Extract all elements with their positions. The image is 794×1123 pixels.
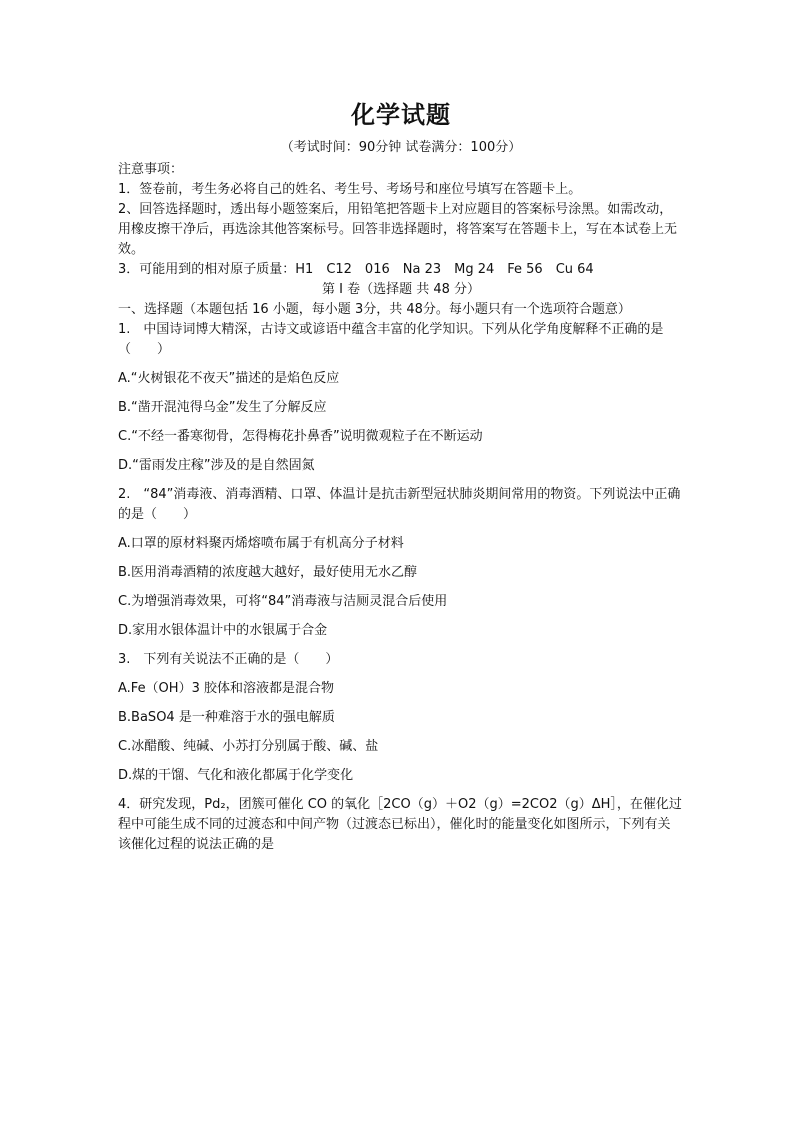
option-d: D.煤的干馏、气化和液化都属于化学变化 (118, 768, 354, 783)
page-title: 化学试题 (351, 100, 451, 129)
option-a: A.口罩的原材料聚丙烯熔喷布属于有机高分子材料 (118, 536, 404, 551)
option-c: C.“不经一番寒彻骨，怎得梅花扑鼻香”说明微观粒子在不断运动 (118, 429, 483, 444)
notes-heading: 注意事项： (118, 162, 184, 177)
section-intro: 一、选择题（本题包括 16 小题，每小题 3分，共 48分。每小题只有一个选项符合题意） (118, 302, 631, 317)
exam-info: （考试时间：90分钟 试卷满分：100分） (280, 140, 522, 155)
section-title: 第 I 卷（选择题 共 48 分） (321, 282, 481, 297)
option-c: C.冰醋酸、纯碱、小苏打分别属于酸、碱、盐 (118, 739, 379, 754)
question-2 (118, 485, 684, 641)
option-a: A.“火树银花不夜天”描述的是焰色反应 (118, 371, 340, 386)
note-item-1: 1．签卷前，考生务必将自己的姓名、考生号、考场号和座位号填写在答题卡上。 (118, 182, 582, 197)
option-d: D.家用水银体温计中的水银属于合金 (118, 623, 328, 638)
question-1 (118, 320, 684, 476)
exam-page (118, 98, 684, 855)
question-stem: 2. “84”消毒液、消毒酒精、口罩、体温计是抗击新型冠状肺炎期间常用的物资。下列说法中正确的是（ ） (118, 487, 681, 522)
option-b: B.“凿开混沌得乌金”发生了分解反应 (118, 400, 327, 415)
question-3 (118, 650, 684, 786)
question-stem: 4．研究发现，Pd₂，团簇可催化 CO 的氧化［2CO（g）＋O2（g）=2CO2（g）ΔH］，在催化过程中可能生成不同的过渡态和中间产物（过渡态已标出），催化时的能量变化如图所示，下列有关 (118, 797, 682, 832)
option-d: D.“雷雨发庄稼”涉及的是自然固氮 (118, 458, 315, 473)
question-4 (118, 795, 684, 855)
question-stem: 1. 中国诗词博大精深，古诗文或谚语中蕴含丰富的化学知识。下列从化学角度解释不正确的是（ ） (118, 322, 664, 357)
option-c: C.为增强消毒效果，可将“84”消毒液与洁厕灵混合后使用 (118, 594, 448, 609)
note-item-3: 3．可能用到的相对原子质量：H1 C12 016 Na 23 Mg 24 Fe 56 Cu 64 (118, 262, 594, 277)
option-a: A.Fe（OH）3 胶体和溶液都是混合物 (118, 681, 334, 696)
question-stem: 3. 下列有关说法不正确的是（ ） (118, 652, 339, 667)
question-stem-continuation: 该催化过程的说法正确的是 (118, 837, 275, 852)
option-b: B.医用消毒酒精的浓度越大越好，最好使用无水乙醇 (118, 565, 418, 580)
note-item-2: 2、回答选择题时，透出每小题签案后，用铅笔把答题卡上对应题目的答案标号涂黑。如需改动，用橡皮擦干净后，再选涂其他答案标号。回答非选择题时，将答案写在答题卡上，写在本试卷上无效。 (118, 202, 678, 257)
option-b: B.BaSO4 是一种难溶于水的强电解质 (118, 710, 335, 725)
